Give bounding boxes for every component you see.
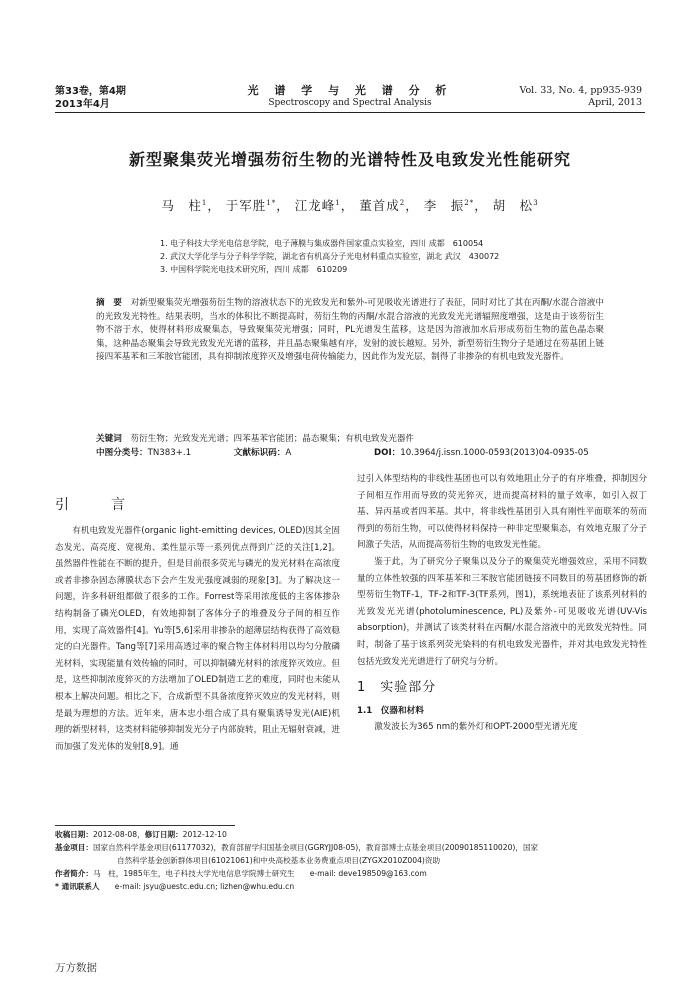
author: 于军胜$^{1*}$ [225, 198, 277, 213]
abstract-label: 摘 要 [96, 298, 122, 308]
volume-cn: 第33卷，第4期 [55, 86, 126, 97]
left-column [55, 523, 340, 755]
keywords-text: 芴衍生物；光致发光光谱；四苯基苯官能团；晶态聚集；有机电致发光器件 [130, 434, 415, 444]
header-rule [55, 112, 645, 113]
right-column [357, 471, 647, 736]
affiliation: 3. 中国科学院光电技术研究所，四川 成都 610209 [160, 265, 348, 274]
abstract [96, 297, 604, 365]
author-list: 马 柱$^1$， 于军胜$^{1*}$， 江龙峰$^1$， 董首成$^2$， 李 振$^{2*}$， 胡 松$^3$ [161, 198, 539, 213]
journal-title-cn: 光 谱 学 与 光 谱 分 析 [247, 84, 453, 97]
keywords-block [96, 432, 604, 460]
author: 马 柱$^1$ [161, 198, 208, 213]
intro-paragraph: 鉴于此，为了研究分子聚集以及分子的聚集荧光增强效应，采用不同数量的立体性较强的四苯基苯和三苯胺官能团链接不同数目的芴基团修饰的新型芴衍生物TF-1，TF-2和TF-3(TF系列，图1)，系统地表征了该系列材料的光致发光光谱(photoluminescence, PL)及紫外-可见吸收光谱(UV-Vis absorption)，并测试了该类材料在丙酮/水混合溶液中的光致发光特性。同时，制备了基于该系列荧光染料的有机电致发光器件，并对其电致发光特性包括光致发光光谱进行了研究与分析。 [357, 556, 647, 667]
doi-label: DOI： [374, 448, 401, 458]
affiliation: 2. 武汉大学化学与分子科学学院，湖北省有机高分子光电材料重点实验室，湖北 武汉 430072 [160, 252, 500, 261]
doc-code-value: A [285, 448, 292, 458]
paper-title: 新型聚集荧光增强芴衍生物的光谱特性及电致发光性能研究 [128, 150, 571, 169]
author: 江龙峰$^1$ [294, 198, 341, 213]
author: 胡 松$^3$ [492, 198, 539, 213]
journal-title-en: Spectroscopy and Spectral Analysis [268, 98, 432, 108]
subsection-1-1-heading: 1.1 仪器和材料 [357, 705, 424, 716]
footnote-corresponding: * 通讯联系人 e-mail: jsyu@uestc.edu.cn; lizhen@whu.edu.cn [55, 882, 295, 891]
intro-heading: 引 言 [55, 497, 139, 513]
clc-label: 中图分类号： [96, 448, 148, 458]
abstract-text: 对新型聚集荧光增强芴衍生物的溶液状态下的光致发光和紫外-可见吸收光谱进行了表征，同时对比了其在丙酮/水混合溶液中的光致发光特性。结果表明，当水的体积比不断提高时，芴衍生物的丙酮/水混合溶液的光致发光光谱辐照度增强，这是由于该芴衍生物不溶于水，使得材料形成聚集态，导致聚集荧光增强；同时，PL光谱发生蓝移，这是因为溶液加水后形成芴衍生物的蓝色晶态聚集，这种晶态聚集会导致光致发光光谱的蓝移，并且晶态聚集越有序，发射的波长越短。另外，新型芴衍生物分子是通过在芴基团上链接四苯基苯和三苯胺官能团，具有抑制浓度猝灭及增强电荷传输能力，因此作为发光层，制得了非掺杂的有机电致发光器件。 [96, 298, 604, 362]
footnotes [55, 828, 650, 893]
header-right [519, 85, 642, 109]
doi-value: 10.3964/j.issn.1000-0593(2013)04-0935-05 [400, 448, 589, 458]
footnote-rule [55, 825, 235, 826]
affiliations [160, 237, 499, 276]
date-en: April, 2013 [588, 97, 642, 108]
section-1-1-text: 激发波长为365 nm的紫外灯和OPT-2000型光谱光度 [374, 722, 578, 733]
footer-watermark: 万方数据 [55, 962, 97, 974]
footnote-funding: 基金项目：国家自然科学基金项目(61177032)，教育部留学归国基金项目(GGRYJJ08-05)，教育部博士点基金项目(20090185110020)，国家 [55, 843, 539, 852]
date-cn: 2013年4月 [55, 99, 110, 110]
clc-value: TN383+.1 [147, 448, 192, 458]
keywords-label: 关键词 [96, 434, 122, 444]
footnote-funding-cont: 自然科学基金创新群体项目(61021061)和中央高校基本业务费重点项目(ZYGX2010Z004)资助 [117, 856, 441, 865]
author: 李 振$^{2*}$ [423, 198, 475, 213]
affiliation: 1. 电子科技大学光电信息学院，电子薄膜与集成器件国家重点实验室，四川 成都 610054 [160, 239, 484, 248]
intro-paragraph-cont: 过引入体型结构的非线性基团也可以有效地阻止分子的有序堆叠，抑制因分子间相互作用而导致的荧光猝灭，进而提高材料的量子效率，如引入叔丁基、异丙基或者四苯基。其中，将非线性基团引入具有刚性平面联苯的芴而得到的芴衍生物，可以使得材料保持一种非定型聚集态，有效地克服了分子间激子失活，从而提高芴衍生物的电致发光性能。 [357, 474, 647, 551]
section-1-heading: 1 实验部分 [357, 680, 437, 696]
footnote-author: 作者简介：马 柱，1985年生，电子科技大学光电信息学院博士研究生 e-mail: deve198509@163.com [55, 869, 427, 878]
volume-en: Vol. 33, No. 4, pp935-939 [519, 85, 642, 96]
intro-paragraph: 有机电致发光器件(organic light-emitting devices, OLED)因其全固态发光、高亮度、宽视角、柔性显示等一系列优点得到广泛的关注[1,2]。虽然器件性能在不断的提升，但是目前很多荧光与磷光的发光材料在高浓度或者非掺杂固态薄膜状态下会产生发光强度减弱的现象[3]。为了解决这一问题，许多科研组都做了很多的工作。Forrest等采用浓度低的主客体掺杂结构制备了磷光OLED，有效地抑制了客体分子的堆叠及分子间的相互作用，实现了高效器件[4]。Yu等[5,6]采用非掺杂的超薄层结构获得了高效稳定的白光器件。Tang等[7]采用高透过率的聚合物主体材料用以均匀分散磷光材料，实现能量有效传输的同时，可以抑制磷光材料的浓度猝灭效应。但是，这些抑制浓度猝灭的方法增加了OLED制造工艺的难度，同时也未能从根本上解决问题。相比之下，合成新型不具备浓度猝灭效应的发光材料，则是最为理想的方法。近年来，唐本忠小组合成了具有聚集诱导发光(AIE)机理的新型材料，这类材料能够抑制发光分子内部旋转，阻止无辐射衰减，进而加强了发光体的发射[8,9]。通 [55, 526, 340, 752]
author: 董首成$^2$ [359, 198, 406, 213]
doc-code-label: 文献标识码： [233, 448, 286, 458]
footnote-dates: 收稿日期：2012-08-08，修订日期：2012-12-10 [55, 830, 227, 839]
